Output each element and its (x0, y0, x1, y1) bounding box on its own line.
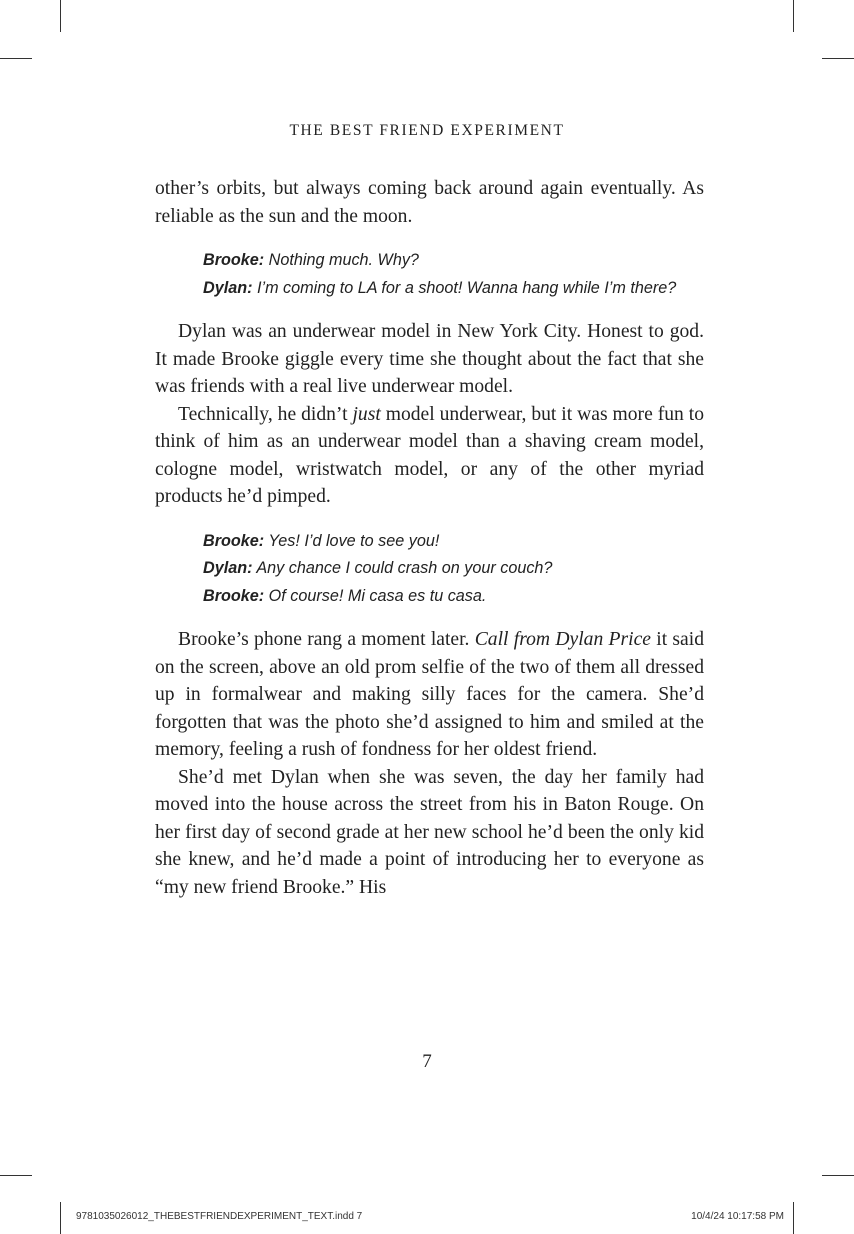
message-text: I’m coming to LA for a shoot! Wanna hang while I’m there? (252, 278, 677, 297)
message-speaker: Dylan: (203, 559, 253, 577)
text-message-group (203, 247, 704, 302)
message-text: Yes! I’d love to see you! (264, 531, 440, 550)
emphasis: just (352, 403, 381, 425)
text-message (203, 528, 704, 556)
paragraph (155, 626, 704, 764)
text-run: Technically, he didn’t (178, 403, 353, 425)
crop-mark-bottom-left-horizontal (0, 1175, 32, 1176)
message-text: Any chance I could crash on your couch? (252, 559, 553, 577)
crop-mark-bottom-right-horizontal (822, 1175, 854, 1176)
text-message (203, 275, 704, 303)
text-run: Brooke’s phone rang a moment later. (178, 629, 475, 650)
message-speaker: Brooke: (203, 251, 265, 269)
message-speaker: Brooke: (203, 586, 265, 605)
text-message-group (203, 528, 704, 611)
paragraph (155, 401, 704, 511)
crop-mark-top-left-vertical (60, 0, 61, 32)
slug-filename: 9781035026012_THEBESTFRIENDEXPERIMENT_TEXT.indd 7 (76, 1211, 363, 1222)
body-text (155, 175, 704, 901)
crop-mark-top-left-horizontal (0, 58, 32, 59)
paragraph: She’d met Dylan when she was seven, the day her family had moved into the house across the street from his in Baton Rouge. On her first day of second grade at her new school he’d been the only kid she knew, and he’d made a point of introducing her to everyone as “my new friend Brooke.” His (155, 766, 704, 898)
message-speaker: Brooke: (203, 531, 265, 550)
message-text: Of course! Mi casa es tu casa. (264, 586, 487, 605)
message-text: Nothing much. Why? (264, 251, 419, 269)
text-run: it said on the screen, above an old prom selfie of the two of them all dressed up in formalwear and making silly faces for the camera. She’d forgotten that was the photo she’d assigned to him and smiled at the memory, feeling a rush of fondness for her oldest friend. (155, 629, 704, 760)
crop-mark-bottom-right-vertical (793, 1202, 794, 1234)
crop-mark-bottom-left-vertical (60, 1202, 61, 1234)
text-message (203, 555, 704, 583)
paragraph: Dylan was an underwear model in New York City. Honest to god. It made Brooke giggle every time she thought about the fact that she was friends with a real live underwear model. (155, 321, 704, 397)
emphasis: Call from Dylan Price (474, 629, 651, 650)
text-message (203, 583, 704, 611)
running-head: THE BEST FRIEND EXPERIMENT (289, 122, 565, 139)
message-speaker: Dylan: (203, 278, 253, 297)
page-number: 7 (422, 1051, 432, 1072)
slug-timestamp: 10/4/24 10:17:58 PM (691, 1211, 784, 1222)
crop-mark-top-right-horizontal (822, 58, 854, 59)
text-message (203, 247, 704, 275)
text-run: model underwear, but it was more fun to think of him as an underwear model than a shaving cream model, cologne model, wristwatch model, or any of the other myriad products he’d pimped. (155, 403, 704, 507)
crop-mark-top-right-vertical (793, 0, 794, 32)
paragraph: other’s orbits, but always coming back around again eventually. As reliable as the sun and the moon. (155, 178, 704, 227)
